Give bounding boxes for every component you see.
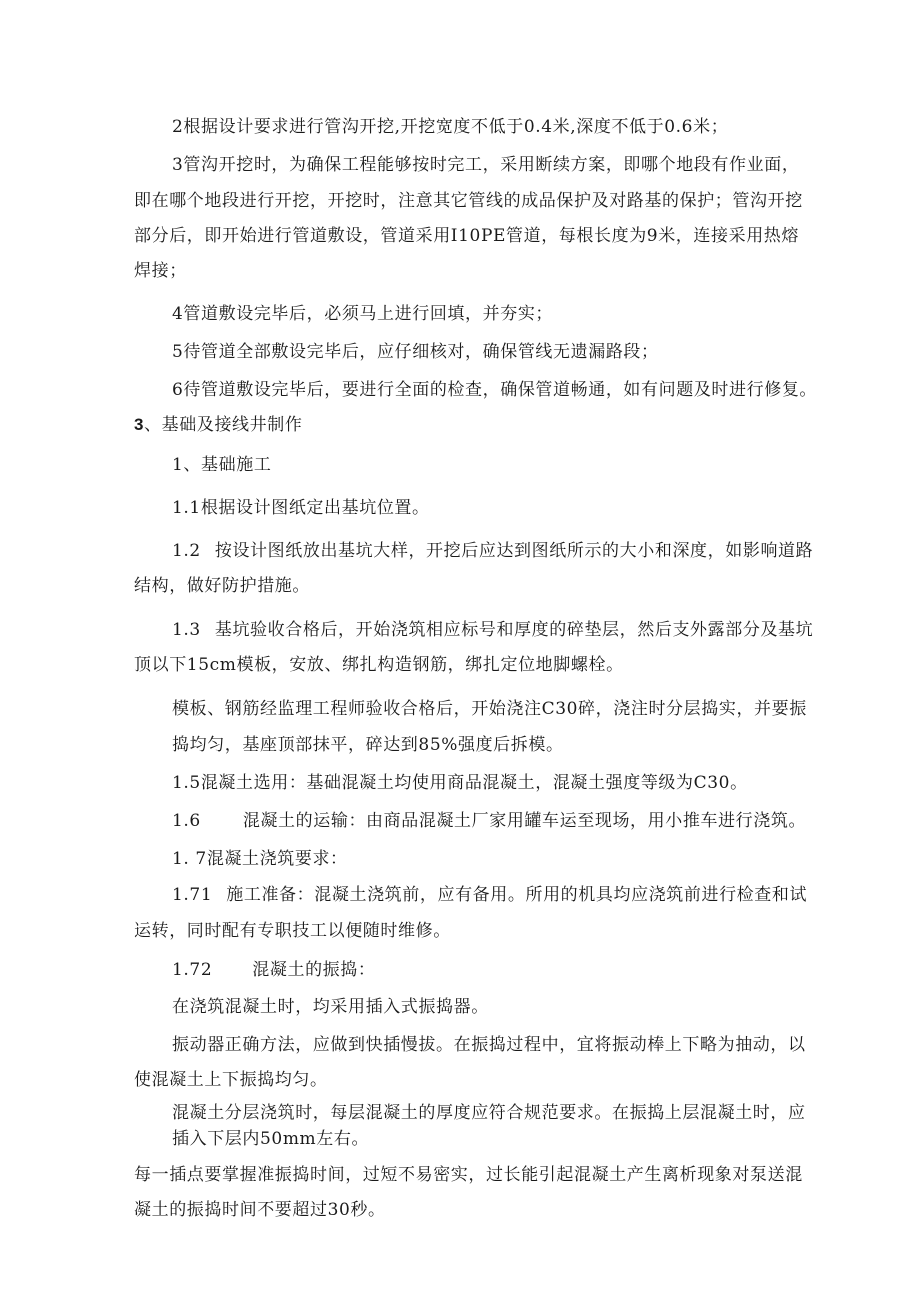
paragraph-trench-excavation-line4: 焊接； xyxy=(134,261,187,281)
paragraph-trench-width: 2根据设计要求进行管沟开挖,开挖宽度不低于0.4米,深度不低于0.6米； xyxy=(172,117,729,137)
paragraph-1-3-line1 xyxy=(172,613,813,647)
paragraph-vibration-time-line1: 每一插点要掌握准振捣时间，过短不易密实，过长能引起混凝土产生离析现象对泵送混 xyxy=(134,1165,803,1185)
paragraph-vibration-time-line2: 凝土的振捣时间不要超过30秒。 xyxy=(134,1200,386,1220)
item-text: 混凝土的振捣： xyxy=(252,960,376,980)
item-number: 1.2 xyxy=(172,541,201,561)
paragraph-1-5: 1.5混凝土选用：基础混凝土均使用商品混凝土，混凝土强度等级为C30。 xyxy=(172,773,748,793)
paragraph-1-71-line2: 运转，同时配有专职技工以便随时维修。 xyxy=(134,921,451,941)
paragraph-1-4-line2: 捣均匀，基座顶部抹平，碎达到85%强度后拆模。 xyxy=(172,735,564,755)
paragraph-trench-excavation-line3: 部分后，即开始进行管道敷设，管道采用I10PE管道，每根长度为9米，连接采用热熔 xyxy=(134,226,800,246)
item-number: 1.3 xyxy=(172,620,201,640)
paragraph-trench-excavation-line1: 3管沟开挖时，为确保工程能够按时完工，采用断续方案，即哪个地段有作业面， xyxy=(172,155,800,175)
paragraph-1-2-line1 xyxy=(172,534,813,568)
item-number: 1.72 xyxy=(172,960,213,980)
paragraph-vibrator-method-line2: 使混凝土上下振捣均匀。 xyxy=(134,1070,328,1090)
item-text: 施工准备：混凝土浇筑前，应有备用。所用的机具均应浇筑前进行检查和试 xyxy=(226,885,808,905)
paragraph-inspection: 6待管道敷设完毕后，要进行全面的检查，确保管道畅通，如有问题及时进行修复。 xyxy=(172,380,818,400)
item-number: 1.71 xyxy=(172,885,213,905)
item-text: 按设计图纸放出基坑大样，开挖后应达到图纸所示的大小和深度，如影响道路 xyxy=(214,541,814,561)
paragraph-1-1: 1.1根据设计图纸定出基坑位置。 xyxy=(172,498,430,518)
paragraph-vibrator-method-line1: 振动器正确方法，应做到快插慢拔。在振捣过程中，宜将振动棒上下略为抽动，以 xyxy=(172,1035,806,1055)
paragraph-1-7: 1. 7混凝土浇筑要求： xyxy=(172,849,348,869)
paragraph-layered-pour-line1: 混凝土分层浇筑时，每层混凝土的厚度应符合规范要求。在振捣上层混凝土时，应 xyxy=(172,1103,806,1123)
section-title: 、基础及接线井制作 xyxy=(144,415,303,435)
paragraph-1-4-line1: 模板、钢筋经监理工程师验收合格后，开始浇注C30碎，浇注时分层捣实，并要振 xyxy=(172,699,807,719)
paragraph-layered-pour-line2: 插入下层内50mm左右。 xyxy=(172,1129,370,1149)
paragraph-1-2-line2: 结构，做好防护措施。 xyxy=(134,576,310,596)
section-number: 3 xyxy=(134,415,145,434)
paragraph-trench-excavation-line2: 即在哪个地段进行开挖，开挖时，注意其它管线的成品保护及对路基的保护；管沟开挖 xyxy=(134,191,803,211)
subheading-foundation: 1、基础施工 xyxy=(172,455,272,475)
section-heading xyxy=(134,408,302,442)
paragraph-1-3-line2: 顶以下15cm模板，安放、绑扎构造钢筋，绑扎定位地脚螺栓。 xyxy=(134,655,624,675)
paragraph-1-72 xyxy=(172,953,375,987)
paragraph-backfill: 4管道敷设完毕后，必须马上进行回填，并夯实； xyxy=(172,304,554,324)
paragraph-verify: 5待管道全部敷设完毕后，应仔细核对，确保管线无遗漏路段； xyxy=(172,342,659,362)
paragraph-1-6 xyxy=(172,804,806,838)
item-text: 混凝土的运输：由商品混凝土厂家用罐车运至现场，用小推车进行浇筑。 xyxy=(242,811,807,831)
item-number: 1.6 xyxy=(172,811,201,831)
item-text: 基坑验收合格后，开始浇筑相应标号和厚度的碎垫层，然后支外露部分及基坑 xyxy=(214,620,814,640)
paragraph-vibrator-type: 在浇筑混凝土时，均采用插入式振捣器。 xyxy=(172,997,489,1017)
paragraph-1-71-line1 xyxy=(172,878,807,912)
